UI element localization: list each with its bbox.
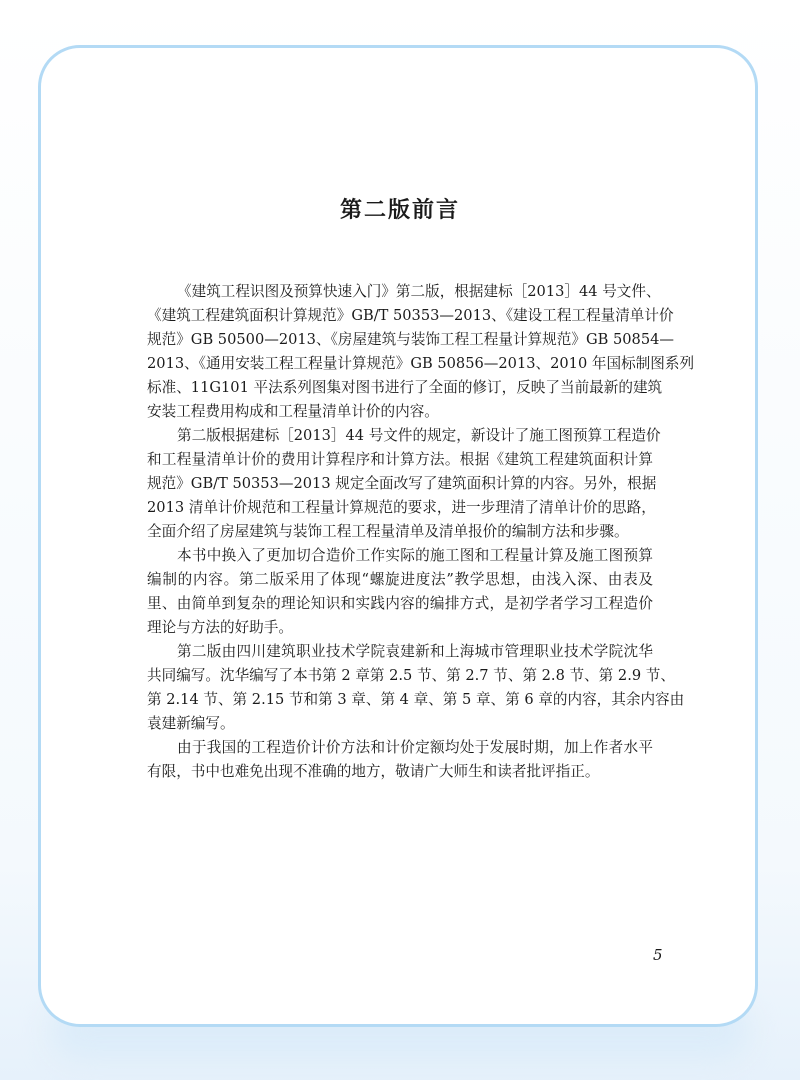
text-line: 《建筑工程识图及预算快速入门》第二版，根据建标［2013］44 号文件、 — [177, 283, 661, 300]
text-line: 编制的内容。第二版采用了体现“螺旋进度法”教学思想，由浅入深、由表及 — [147, 571, 653, 588]
preface-body — [147, 280, 695, 784]
text-line: 全面介绍了房屋建筑与装饰工程工程量清单及清单报价的编制方法和步骤。 — [147, 523, 629, 540]
text-line: 袁建新编写。 — [147, 715, 235, 732]
paragraph — [147, 280, 695, 424]
paragraph — [147, 736, 653, 784]
text-line: 里、由简单到复杂的理论知识和实践内容的编排方式，是初学者学习工程造价 — [147, 595, 653, 612]
text-line: 有限，书中也难免出现不准确的地方，敬请广大师生和读者批评指正。 — [147, 763, 600, 780]
paragraph — [147, 544, 653, 640]
paragraph — [147, 424, 661, 544]
text-line: 《建筑工程建筑面积计算规范》GB/T 50353—2013、《建设工程工程量清单计价 — [147, 307, 674, 324]
paragraph — [147, 640, 685, 736]
text-line: 和工程量清单计价的费用计算程序和计算方法。根据《建筑工程建筑面积计算 — [147, 451, 653, 468]
text-line: 安装工程费用构成和工程量清单计价的内容。 — [147, 403, 439, 420]
text-line: 标准、11G101 平法系列图集对图书进行了全面的修订，反映了当前最新的建筑 — [147, 379, 663, 396]
text-line: 2013、《通用安装工程工程量计算规范》GB 50856—2013、2010 年国标制图系列 — [147, 355, 695, 372]
text-line: 2013 清单计价规范和工程量计算规范的要求，进一步理清了清单计价的思路， — [147, 499, 656, 516]
text-line: 规范》GB 50500—2013、《房屋建筑与装饰工程工程量计算规范》GB 50854— — [147, 331, 674, 348]
page-number: 5 — [653, 946, 663, 964]
text-line: 第 2.14 节、第 2.15 节和第 3 章、第 4 章、第 5 章、第 6 章的内容，其余内容由 — [147, 691, 685, 708]
text-line: 共同编写。沈华编写了本书第 2 章第 2.5 节、第 2.7 节、第 2.8 节、第 2.9 节、 — [147, 667, 675, 684]
text-line: 本书中换入了更加切合造价工作实际的施工图和工程量计算及施工图预算 — [177, 547, 653, 564]
text-line: 第二版根据建标［2013］44 号文件的规定，新设计了施工图预算工程造价 — [177, 427, 661, 444]
page-title: 第二版前言 — [339, 198, 460, 223]
text-line: 由于我国的工程造价计价方法和计价定额均处于发展时期，加上作者水平 — [177, 739, 653, 756]
text-line: 规范》GB/T 50353—2013 规定全面改写了建筑面积计算的内容。另外，根据 — [147, 475, 657, 492]
text-line: 第二版由四川建筑职业技术学院袁建新和上海城市管理职业技术学院沈华 — [177, 643, 653, 660]
text-line: 理论与方法的好助手。 — [147, 619, 293, 636]
